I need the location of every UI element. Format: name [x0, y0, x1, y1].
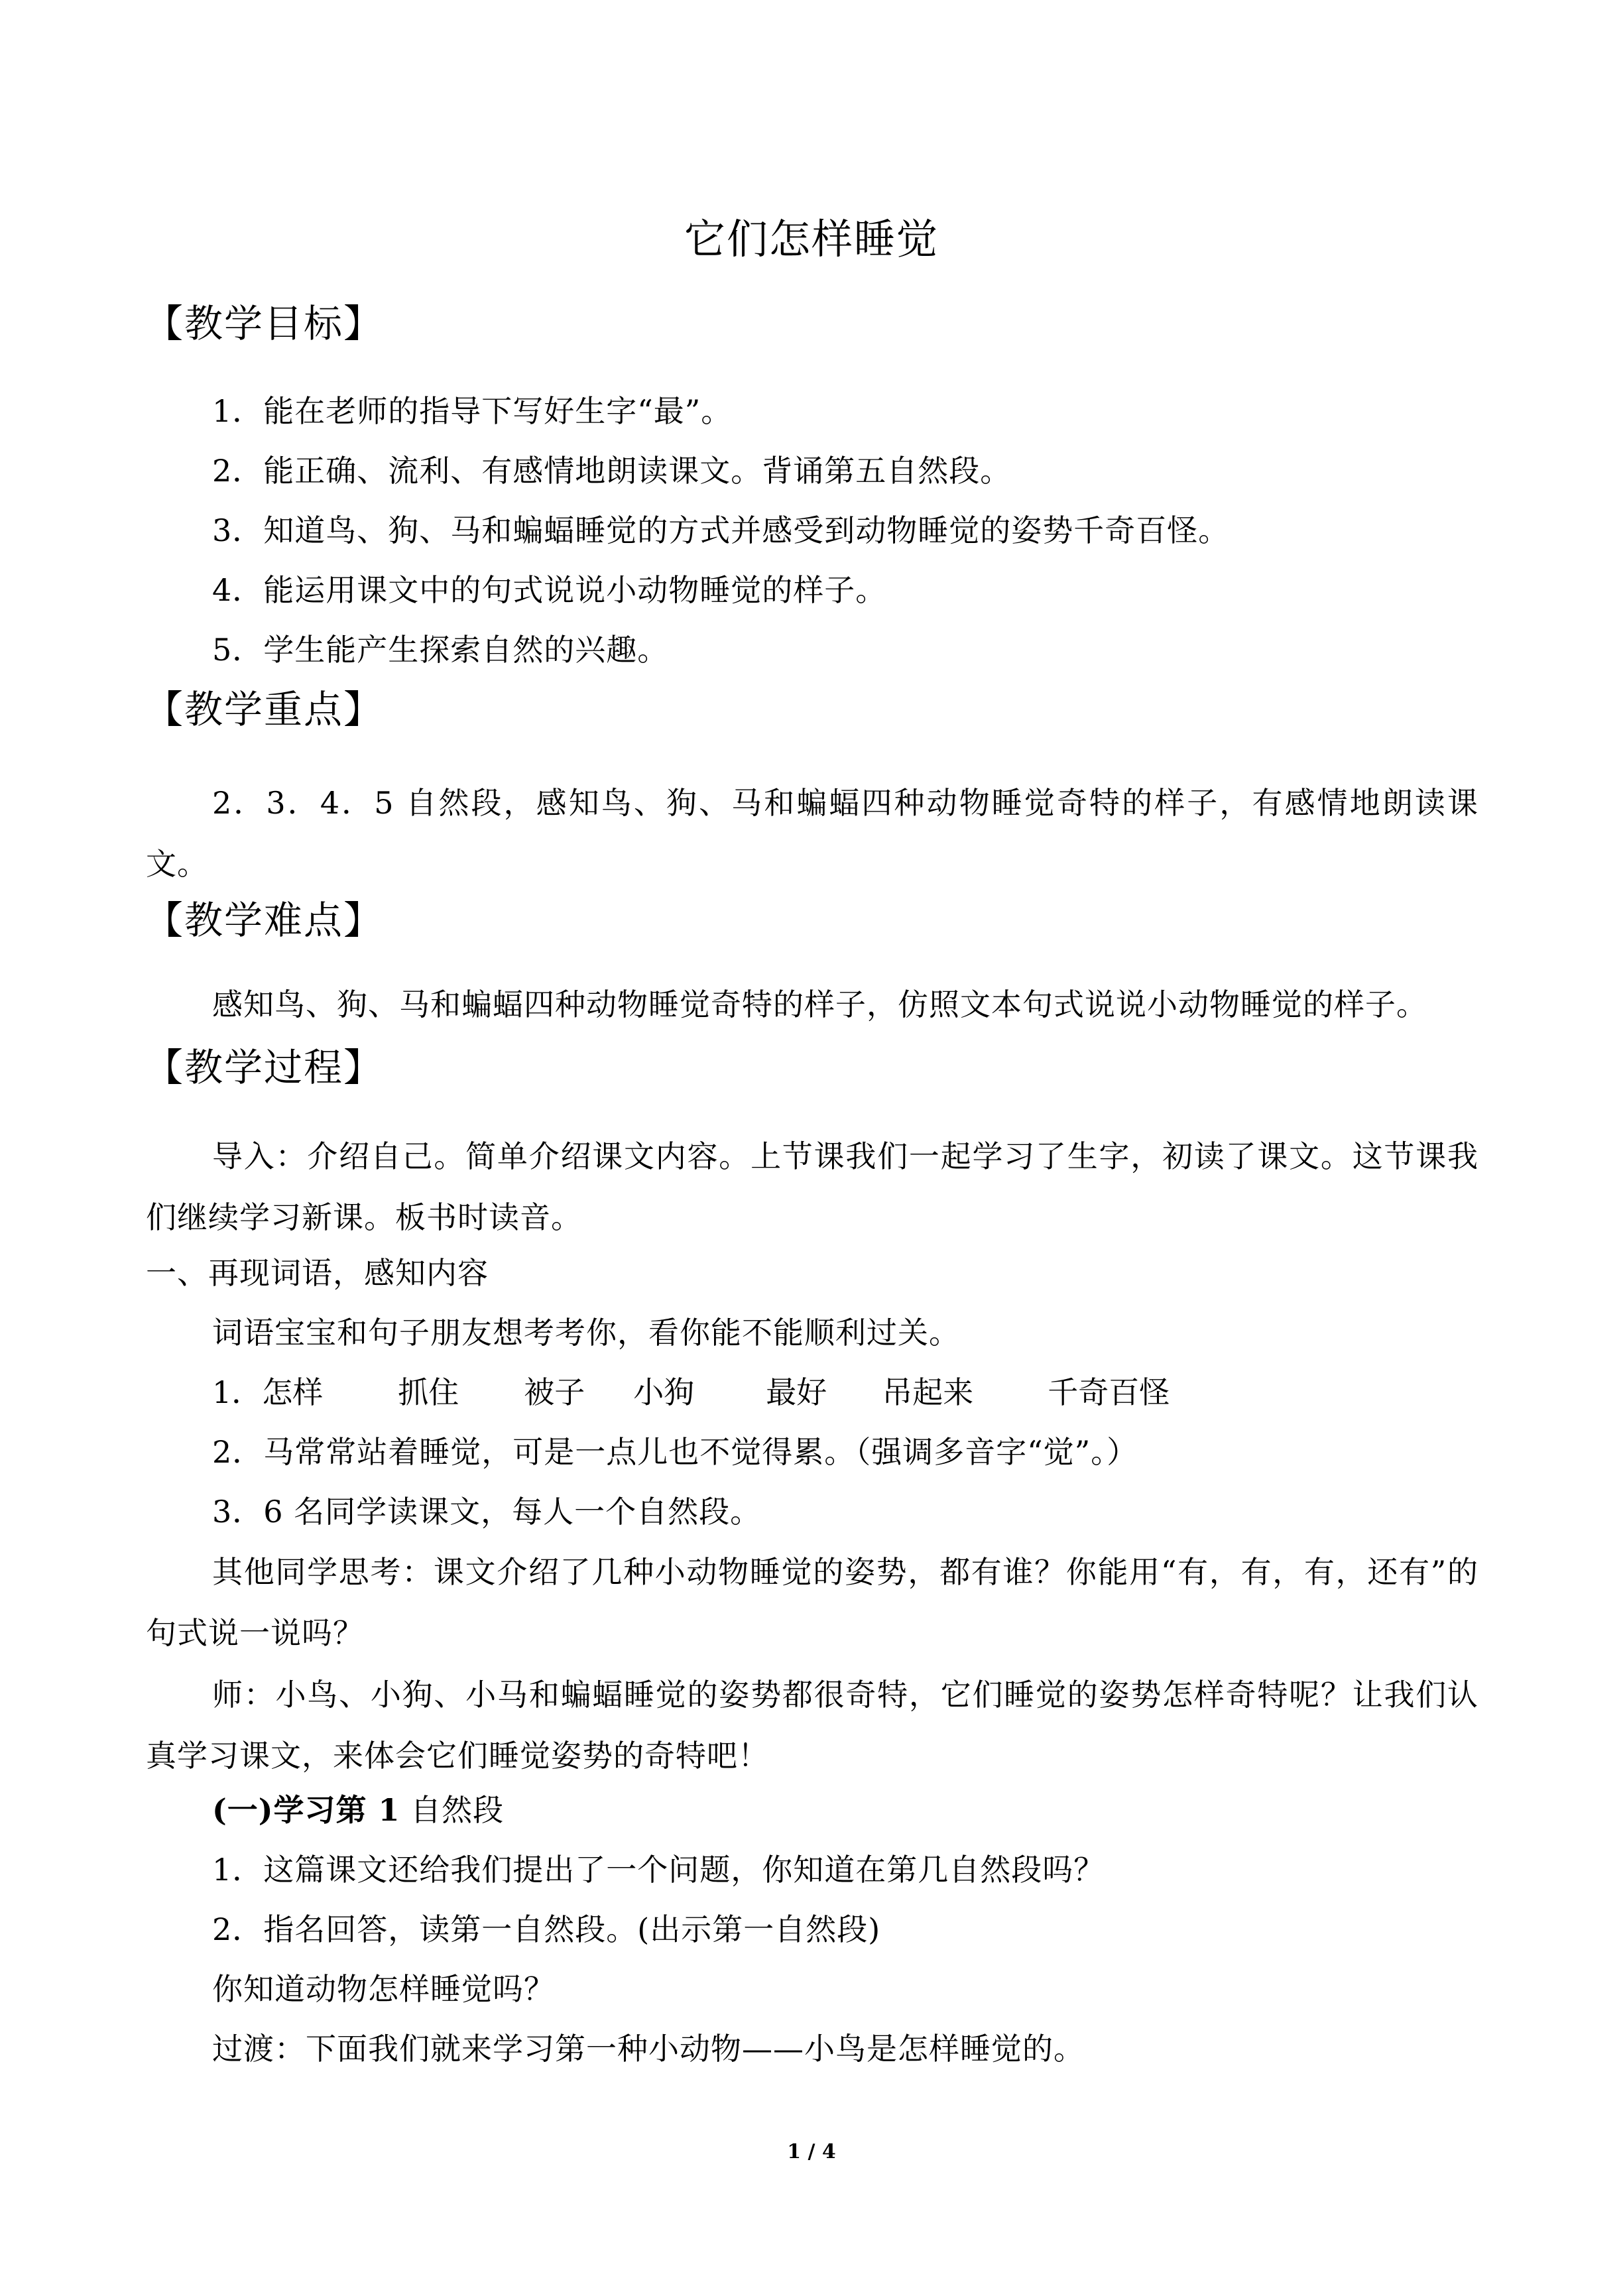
difficulties-text: 感知鸟、狗、马和蝙蝠四种动物睡觉奇特的样子，仿照文本句式说说小动物睡觉的样子。 — [212, 987, 1427, 1022]
vocab-word: 被子 — [524, 1374, 585, 1410]
goal-item: 1．能在老师的指导下写好生字“最”。 — [212, 393, 733, 429]
process-intro: 导入：介绍自己。简单介绍课文内容。上节课我们一起学习了生字，初读了课文。这节课我们继续学习新课。板书时读音。 — [146, 1138, 1478, 1235]
vocab-word: 抓住 — [398, 1374, 459, 1410]
think-paragraph: 其他同学思考：课文介绍了几种小动物睡觉的姿势，都有谁？你能用“有，有，有，还有”的句式说一说吗？ — [146, 1554, 1478, 1651]
vocabulary-line — [212, 1369, 1170, 1416]
goal-item: 5．学生能产生探索自然的兴趣。 — [212, 632, 669, 668]
goal-item: 3．知道鸟、狗、马和蝙蝠睡觉的方式并感受到动物睡觉的姿势千奇百怪。 — [212, 513, 1230, 548]
question-2: 2．指名回答，读第一自然段。(出示第一自然段) — [212, 1911, 881, 1947]
difficulties-heading: 【教学难点】 — [145, 898, 384, 943]
sub-section-number: 1 — [378, 1792, 400, 1828]
document-title: 它们怎样睡觉 — [684, 215, 939, 263]
key-points-text: 2．3．4．5 自然段，感知鸟、狗、马和蝙蝠四种动物睡觉奇特的样子，有感情地朗读课文。 — [146, 785, 1478, 882]
vocab-word: 最好 — [766, 1374, 827, 1410]
question-3: 你知道动物怎样睡觉吗？ — [212, 1971, 555, 2007]
goal-item: 4．能运用课文中的句式说说小动物睡觉的样子。 — [212, 572, 887, 608]
vocab-word: 怎样 — [262, 1374, 324, 1410]
page-number: 1 / 4 — [787, 2140, 836, 2163]
sub-section-title — [212, 1787, 504, 1833]
part1-lead: 词语宝宝和句子朋友想考考你，看你能不能顺利过关。 — [212, 1315, 960, 1351]
transition-text: 过渡：下面我们就来学习第一种小动物——小鸟是怎样睡觉的。 — [212, 2031, 1085, 2067]
sub-section-suffix: 自然段 — [400, 1792, 505, 1828]
vocab-word: 吊起来 — [882, 1374, 974, 1410]
key-points-heading: 【教学重点】 — [145, 687, 384, 732]
question-1: 1．这篇课文还给我们提出了一个问题，你知道在第几自然段吗？ — [212, 1852, 1105, 1888]
teacher-paragraph: 师：小鸟、小狗、小马和蝙蝠睡觉的姿势都很奇特，它们睡觉的姿势怎样奇特呢？让我们认真学习课文，来体会它们睡觉姿势的奇特吧！ — [146, 1677, 1478, 1774]
vocab-word: 小狗 — [633, 1374, 695, 1410]
sentence-3: 3．6 名同学读课文，每人一个自然段。 — [212, 1494, 762, 1530]
goals-heading: 【教学目标】 — [145, 301, 384, 346]
sentence-2: 2．马常常站着睡觉，可是一点儿也不觉得累。（强调多音字“觉”。） — [212, 1434, 1138, 1470]
part1-title: 一、再现词语，感知内容 — [146, 1255, 489, 1291]
words-prefix: 1． — [212, 1374, 263, 1410]
process-heading: 【教学过程】 — [145, 1045, 384, 1090]
vocab-word: 千奇百怪 — [1048, 1374, 1170, 1410]
sub-section-prefix: (一)学习第 — [212, 1792, 379, 1828]
goal-item: 2．能正确、流利、有感情地朗读课文。背诵第五自然段。 — [212, 453, 1012, 489]
